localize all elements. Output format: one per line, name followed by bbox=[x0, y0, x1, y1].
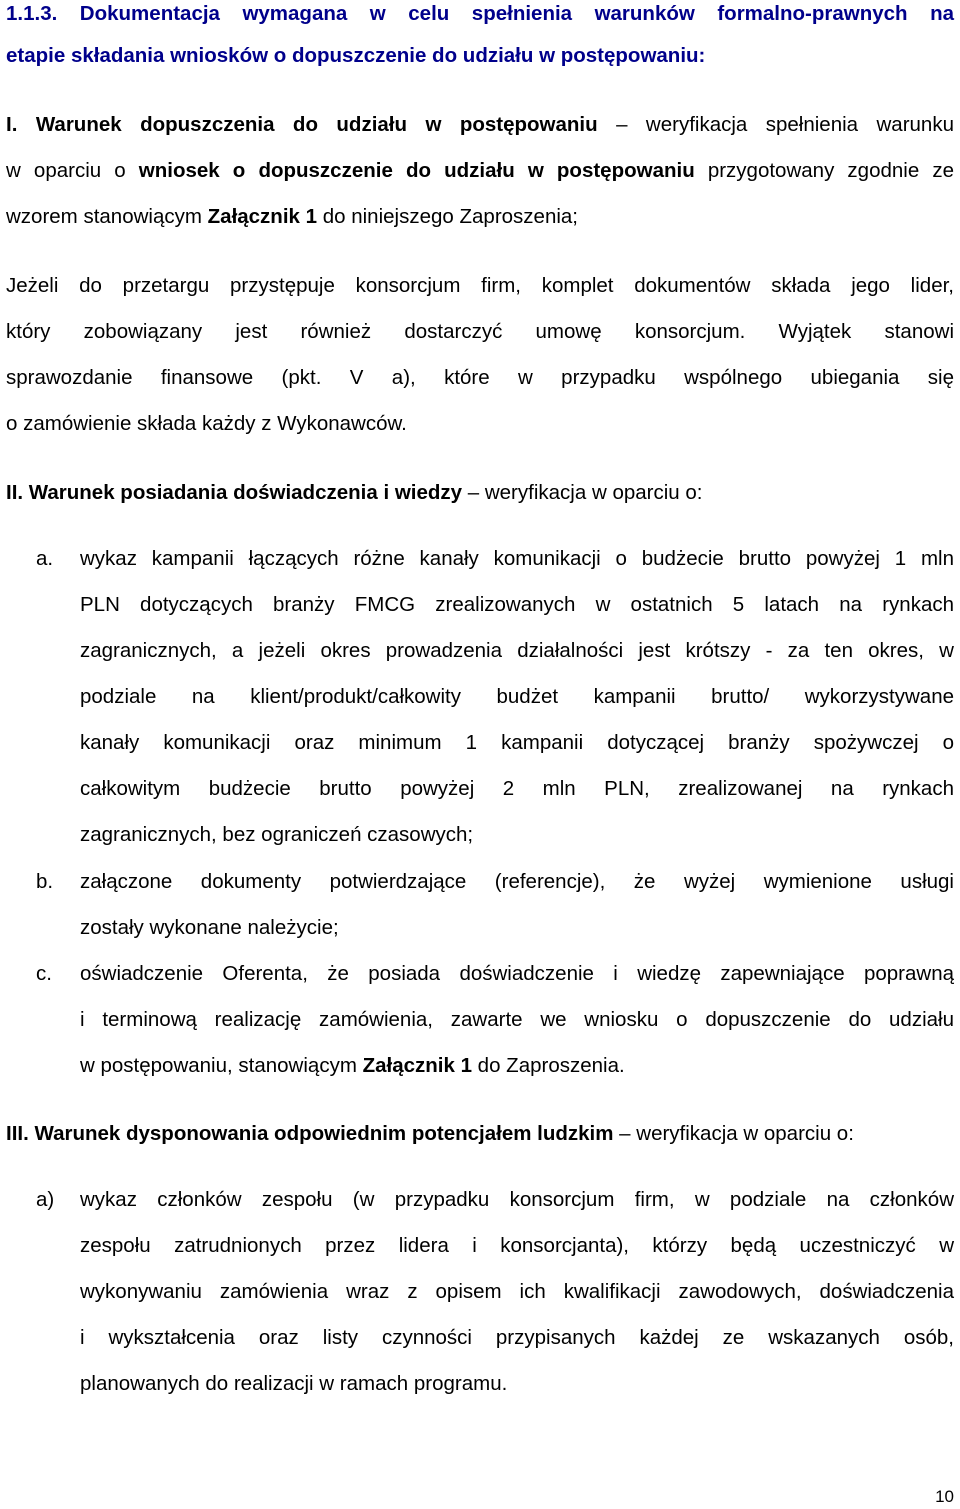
list-item-line: PLN dotyczących branży FMCG zrealizowanych w ostatnich 5 latach na rynkach bbox=[80, 593, 954, 616]
section-3-title-rest: – weryfikacja w oparciu o: bbox=[613, 1122, 854, 1145]
section-3-title bbox=[6, 1120, 854, 1148]
section-1-paragraph-line: Jeżeli do przetargu przystępuje konsorcjum firm, komplet dokumentów składa jego lider, bbox=[6, 274, 954, 297]
text-span: wzorem stanowiącym bbox=[6, 205, 208, 228]
list-item-line: i wykształcenia oraz listy czynności przypisanych każdej ze wskazanych osób, bbox=[80, 1326, 954, 1349]
section-2-title-rest: – weryfikacja w oparciu o: bbox=[462, 481, 703, 504]
section-1-title bbox=[6, 111, 954, 139]
text-span: w postępowaniu, stanowiącym bbox=[80, 1054, 363, 1077]
section-1-title-bold: I. Warunek dopuszczenia do udziału w postępowaniu bbox=[6, 113, 598, 136]
list-item-line: całkowitym budżecie brutto powyżej 2 mln PLN, zrealizowanej na rynkach bbox=[80, 777, 954, 800]
list-item-line: zagranicznych, a jeżeli okres prowadzenia działalności jest krótszy - za ten okres, w bbox=[80, 639, 954, 662]
list-item-label: b. bbox=[36, 870, 54, 893]
attachment-reference: Załącznik 1 bbox=[362, 1054, 472, 1077]
section-3-title-bold: III. Warunek dysponowania odpowiednim potencjałem ludzkim bbox=[6, 1122, 614, 1145]
list-item-line: zostały wykonane należycie; bbox=[80, 916, 339, 939]
list-item-line: planowanych do realizacji w ramach programu. bbox=[80, 1372, 508, 1395]
list-item-label: c. bbox=[36, 962, 52, 985]
list-item-line: oświadczenie Oferenta, że posiada doświadczenie i wiedzę zapewniające poprawną bbox=[80, 962, 954, 985]
list-item-line: załączone dokumenty potwierdzające (referencje), że wyżej wymienione usługi bbox=[80, 870, 954, 893]
text-span: do niniejszego Zaproszenia; bbox=[317, 205, 578, 228]
page-number: 10 bbox=[935, 1487, 954, 1506]
section-heading-line-2: etapie składania wniosków o dopuszczenie do udziału w postępowaniu: bbox=[6, 44, 706, 67]
section-2-title-bold: II. Warunek posiadania doświadczenia i wiedzy bbox=[6, 481, 463, 504]
list-item-line: wykaz członków zespołu (w przypadku konsorcjum firm, w podziale na członków bbox=[80, 1188, 954, 1211]
section-1-title-rest: – weryfikacja spełnienia warunku bbox=[597, 113, 954, 136]
section-1-line-2 bbox=[6, 157, 954, 185]
section-1-paragraph-line: sprawozdanie finansowe (pkt. V a), które w przypadku wspólnego ubiegania się bbox=[6, 366, 954, 389]
list-item-line: wykonywaniu zamówienia wraz z opisem ich kwalifikacji zawodowych, doświadczenia bbox=[80, 1280, 954, 1303]
list-item-line: wykaz kampanii łączących różne kanały komunikacji o budżecie brutto powyżej 1 mln bbox=[80, 547, 954, 570]
section-1-paragraph-line: który zobowiązany jest również dostarczyć umowę konsorcjum. Wyjątek stanowi bbox=[6, 320, 954, 343]
text-span: w oparciu o bbox=[6, 159, 139, 182]
list-item-line: i terminową realizację zamówienia, zawarte we wniosku o dopuszczenie do udziału bbox=[80, 1008, 954, 1031]
attachment-reference: Załącznik 1 bbox=[207, 205, 318, 228]
text-span: przygotowany zgodnie ze bbox=[694, 159, 955, 182]
list-item-line: zagranicznych, bez ograniczeń czasowych; bbox=[80, 823, 474, 846]
list-item-line: zespołu zatrudnionych przez lidera i konsorcjanta), którzy będą uczestniczyć w bbox=[80, 1234, 954, 1257]
application-reference: wniosek o dopuszczenie do udziału w postępowaniu bbox=[138, 159, 695, 182]
list-item-line: podziale na klient/produkt/całkowity budżet kampanii brutto/ wykorzystywane bbox=[80, 685, 954, 708]
list-item-line: kanały komunikacji oraz minimum 1 kampanii dotyczącej branży spożywczej o bbox=[80, 731, 954, 754]
section-heading-line-1: 1.1.3. Dokumentacja wymagana w celu spełnienia warunków formalno-prawnych na bbox=[6, 2, 954, 25]
text-span: do Zaproszenia. bbox=[471, 1054, 625, 1077]
list-item-label: a) bbox=[36, 1188, 55, 1211]
section-2-title bbox=[6, 479, 702, 507]
list-item-label: a. bbox=[36, 547, 54, 570]
section-1-line-3 bbox=[6, 203, 578, 231]
list-item-line bbox=[80, 1052, 625, 1080]
section-1-paragraph-line: o zamówienie składa każdy z Wykonawców. bbox=[6, 412, 407, 435]
